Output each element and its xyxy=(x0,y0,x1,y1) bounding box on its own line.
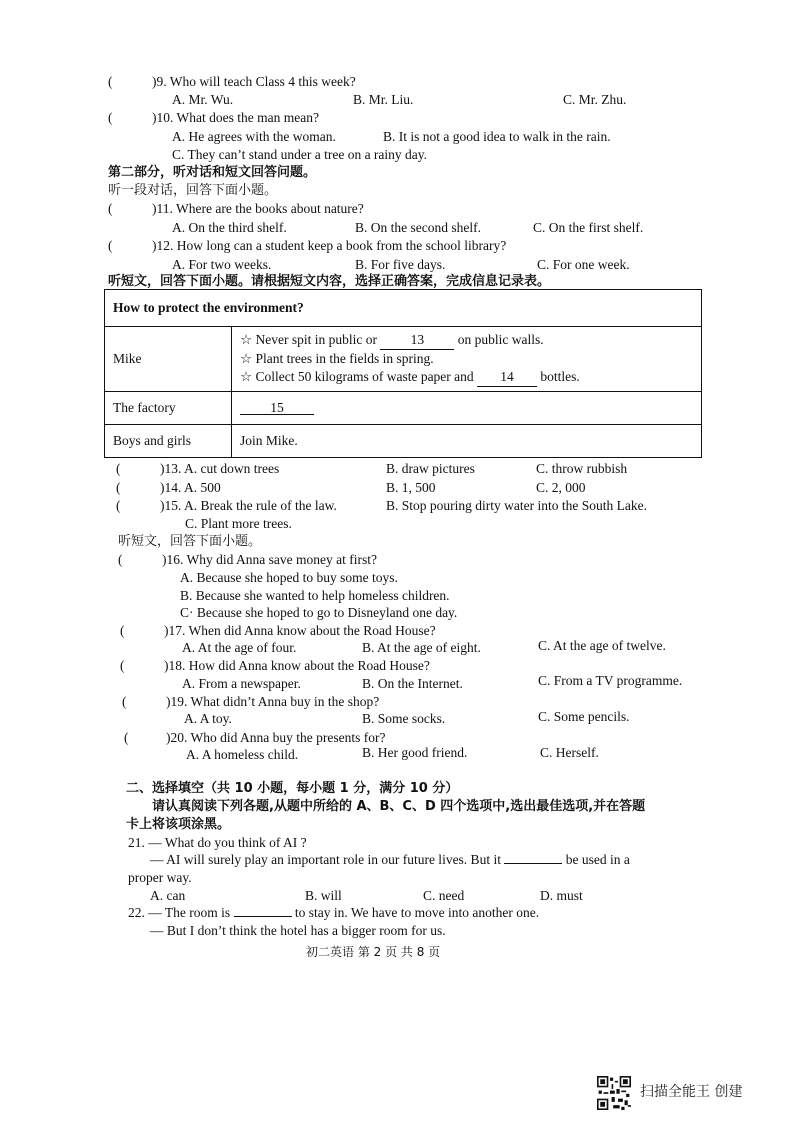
passage2-intro: 听短文，回答下面小题。 xyxy=(118,534,262,549)
q22-text: 22. — The room is xyxy=(128,905,231,920)
question-13-stem: )13. A. cut down trees xyxy=(160,461,280,476)
q21-text: — AI will surely play an important role in our future lives. But it xyxy=(150,852,501,867)
answer-paren: ( xyxy=(116,498,121,513)
q21-option-a: A. can xyxy=(150,888,186,903)
question-21-line-1: 21. — What do you think of AI ? xyxy=(128,835,307,850)
q17-option-b: B. At the age of eight. xyxy=(362,640,481,655)
answer-paren: ( xyxy=(116,461,121,476)
question-12-stem: )12. How long can a student keep a book from the school library? xyxy=(152,238,507,253)
q15-option-c: C. Plant more trees. xyxy=(185,516,292,531)
section2-instruction-2: 卡上将该项涂黑。 xyxy=(126,817,231,832)
mike-line-1-text: ☆ Never spit in public or xyxy=(240,332,377,347)
blank-15: 15 xyxy=(240,401,314,416)
q9-option-c: C. Mr. Zhu. xyxy=(563,92,627,107)
q18-option-c: C. From a TV programme. xyxy=(538,673,683,688)
mike-label: Mike xyxy=(105,327,232,392)
q19-option-c: C. Some pencils. xyxy=(538,709,630,724)
q12-option-b: B. For five days. xyxy=(355,257,446,272)
section2-heading: 二、选择填空（共 10 小题，每小题 1 分，满分 10 分） xyxy=(126,781,459,796)
q16-option-a: A. Because she hoped to buy some toys. xyxy=(180,570,398,585)
q14-option-c: C. 2, 000 xyxy=(536,480,586,495)
q12-option-c: C. For one week. xyxy=(537,257,630,272)
mike-line-1-tail: on public walls. xyxy=(457,332,544,347)
mike-line-3-tail: bottles. xyxy=(540,369,580,384)
question-9-stem: )9. Who will teach Class 4 this week? xyxy=(152,74,356,89)
q15-option-b: B. Stop pouring dirty water into the South Lake. xyxy=(386,498,647,513)
question-10-stem: )10. What does the man mean? xyxy=(152,110,319,125)
q21-option-d: D. must xyxy=(540,888,583,903)
answer-paren: ( xyxy=(122,694,127,709)
question-17-stem: )17. When did Anna know about the Road House? xyxy=(164,623,436,638)
q17-option-c: C. At the age of twelve. xyxy=(538,638,666,653)
q20-option-a: A. A homeless child. xyxy=(186,747,299,762)
question-20-stem: )20. Who did Anna buy the presents for? xyxy=(166,730,386,745)
mike-actions xyxy=(232,327,702,392)
q21-blank xyxy=(504,863,562,864)
q14-option-b: B. 1, 500 xyxy=(386,480,436,495)
answer-paren: ( xyxy=(108,110,113,125)
question-21-line-2 xyxy=(150,853,630,867)
blank-13: 13 xyxy=(380,331,454,350)
factory-cell xyxy=(232,392,702,425)
answer-paren: ( xyxy=(124,730,129,745)
page-footer: 初二英语 第 2 页 共 8 页 xyxy=(306,945,441,959)
answer-paren: ( xyxy=(118,552,123,567)
q19-option-b: B. Some socks. xyxy=(362,711,446,726)
answer-paren: ( xyxy=(120,623,125,638)
part2-heading: 第二部分，听对话和短文回答问题。 xyxy=(108,165,317,180)
q10-option-b: B. It is not a good idea to walk in the rain. xyxy=(383,129,611,144)
qr-code-icon xyxy=(597,1076,631,1110)
q11-option-b: B. On the second shelf. xyxy=(355,220,481,235)
q11-option-c: C. On the first shelf. xyxy=(533,220,644,235)
q22-blank xyxy=(234,916,292,917)
answer-paren: ( xyxy=(108,201,113,216)
boys-girls-value: Join Mike. xyxy=(232,425,702,458)
q16-option-c: C· Because she hoped to go to Disneyland one day. xyxy=(180,605,458,620)
question-19-stem: )19. What didn’t Anna buy in the shop? xyxy=(166,694,380,709)
q18-option-a: A. From a newspaper. xyxy=(182,676,301,691)
q13-option-c: C. throw rubbish xyxy=(536,461,628,476)
mike-line-3-text: ☆ Collect 50 kilograms of waste paper and xyxy=(240,369,474,384)
q9-option-b: B. Mr. Liu. xyxy=(353,92,414,107)
q10-option-c: C. They can’t stand under a tree on a rainy day. xyxy=(172,147,428,162)
q21-text-tail: be used in a xyxy=(565,852,630,867)
question-11-stem: )11. Where are the books about nature? xyxy=(152,201,364,216)
blank-14: 14 xyxy=(477,368,537,387)
question-22-line-1 xyxy=(128,906,539,920)
q12-option-a: A. For two weeks. xyxy=(172,257,272,272)
question-22-line-2: — But I don’t think the hotel has a bigger room for us. xyxy=(150,923,446,938)
q13-option-b: B. draw pictures xyxy=(386,461,475,476)
passage1-intro: 听短文，回答下面小题。请根据短文内容，选择正确答案，完成信息记录表。 xyxy=(108,274,551,289)
q21-option-b: B. will xyxy=(305,888,342,903)
question-16-stem: )16. Why did Anna save money at first? xyxy=(162,552,377,567)
mike-line-2: ☆ Plant trees in the fields in spring. xyxy=(240,351,434,366)
q20-option-c: C. Herself. xyxy=(540,745,599,760)
table-title: How to protect the environment? xyxy=(105,290,702,327)
answer-paren: ( xyxy=(108,74,113,89)
q10-option-a: A. He agrees with the woman. xyxy=(172,129,336,144)
question-15-stem: )15. A. Break the rule of the law. xyxy=(160,498,337,513)
q22-text-tail: to stay in. We have to move into another one. xyxy=(294,905,540,920)
answer-paren: ( xyxy=(108,238,113,253)
dialog-intro: 听一段对话，回答下面小题。 xyxy=(108,183,278,198)
question-14-stem: )14. A. 500 xyxy=(160,480,221,495)
question-18-stem: )18. How did Anna know about the Road House? xyxy=(164,658,430,673)
q19-option-a: A. A toy. xyxy=(184,711,232,726)
q21-option-c: C. need xyxy=(423,888,465,903)
q17-option-a: A. At the age of four. xyxy=(182,640,297,655)
answer-paren: ( xyxy=(116,480,121,495)
factory-label: The factory xyxy=(105,392,232,425)
q9-option-a: A. Mr. Wu. xyxy=(172,92,234,107)
q18-option-b: B. On the Internet. xyxy=(362,676,463,691)
scanner-watermark: 扫描全能王 创建 xyxy=(640,1084,743,1100)
q20-option-b: B. Her good friend. xyxy=(362,745,468,760)
answer-paren: ( xyxy=(120,658,125,673)
section2-instruction-1: 请认真阅读下列各题,从题中所给的 A、B、C、D 四个选项中,选出最佳选项,并在答题 xyxy=(152,799,646,814)
boys-girls-label: Boys and girls xyxy=(105,425,232,458)
question-21-line-3: proper way. xyxy=(128,870,192,885)
q11-option-a: A. On the third shelf. xyxy=(172,220,287,235)
info-record-table xyxy=(104,289,702,458)
q16-option-b: B. Because she wanted to help homeless children. xyxy=(180,588,450,603)
